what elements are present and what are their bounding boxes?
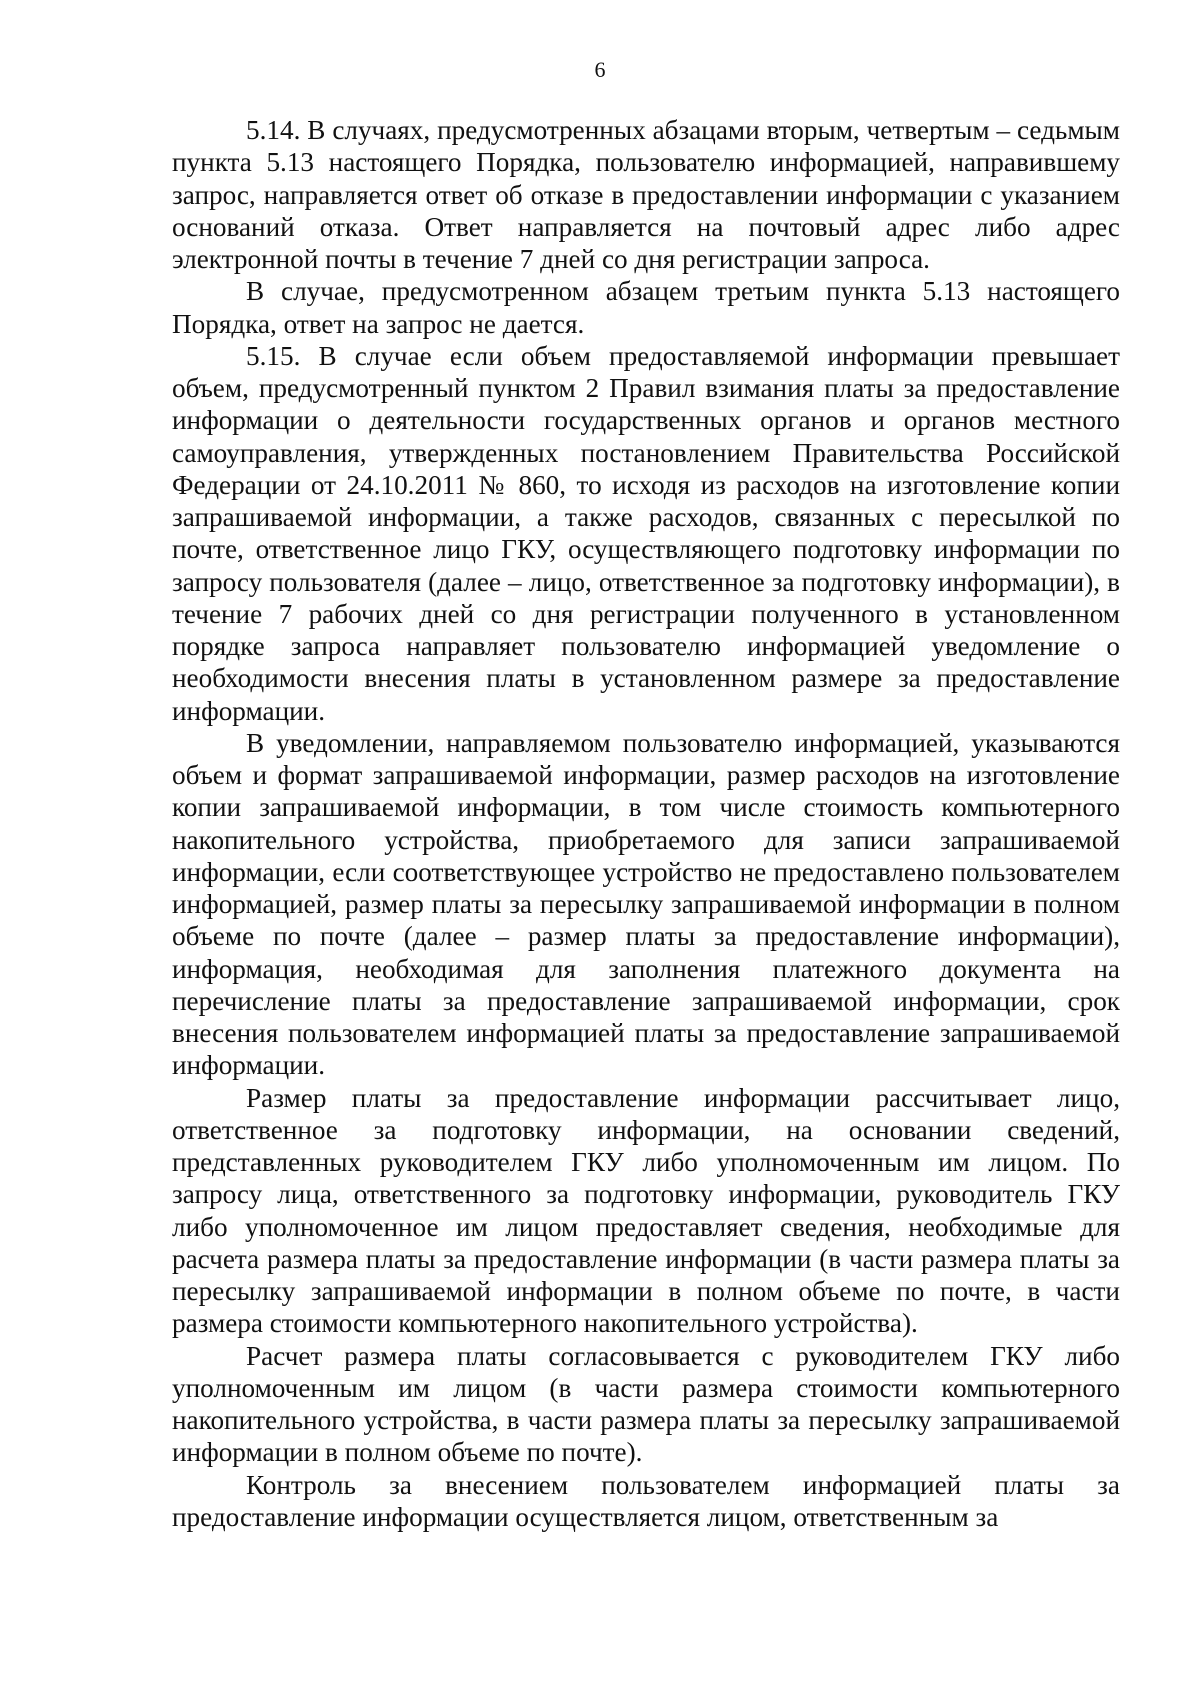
paragraph-5-14: 5.14. В случаях, предусмотренных абзацами вторым, четвертым – седьмым пункта 5.13 настоящего Порядка, пользователю информацией, направившему запрос, направляется ответ об отказе в предоставлении информации с указанием оснований отказа. Ответ направляется на почтовый адрес либо адрес электронной почты в течение 7 дней со дня регистрации запроса. bbox=[172, 115, 1120, 274]
page-number: 6 bbox=[594, 57, 606, 82]
paragraph-payment-control: Контроль за внесением пользователем информацией платы за предоставление информации осуществляется лицом, ответственным за bbox=[172, 1469, 1120, 1532]
document-body bbox=[172, 114, 1120, 1533]
paragraph-5-15: 5.15. В случае если объем предоставляемой информации превышает объем, предусмотренный пунктом 2 Правил взимания платы за предоставление информации о деятельности государственных органов и органов местного самоуправления, утвержденных постановлением Правительства Российской Федерации от 24.10.2011 № 860, то исходя из расходов на изготовление копии запрашиваемой информации, а также расходов, связанных с пересылкой по почте, ответственное лицо ГКУ, осуществляющего подготовку информации по запросу пользователя (далее – лицо, ответственное за подготовку информации), в течение 7 рабочих дней со дня регистрации полученного в установленном порядке запроса направляет пользователю информацией уведомление о необходимости внесения платы в установленном размере за предоставление информации. bbox=[172, 340, 1120, 726]
paragraph-no-answer: В случае, предусмотренном абзацем третьим пункта 5.13 настоящего Порядка, ответ на запрос не дается. bbox=[172, 276, 1120, 339]
paragraph-notification-contents: В уведомлении, направляемом пользователю информацией, указываются объем и формат запрашиваемой информации, размер расходов на изготовление копии запрашиваемой информации, в том числе стоимость компьютерного накопительного устройства, приобретаемого для записи запрашиваемой информации, если соответствующее устройство не предоставлено пользователем информацией, размер платы за пересылку запрашиваемой информации в полном объеме по почте (далее – размер платы за предоставление информации), информация, необходимая для заполнения платежного документа на перечисление платы за предоставление запрашиваемой информации, срок внесения пользователем информацией платы за предоставление запрашиваемой информации. bbox=[172, 727, 1120, 1081]
paragraph-fee-calculation: Размер платы за предоставление информации рассчитывает лицо, ответственное за подготовку информации, на основании сведений, представленных руководителем ГКУ либо уполномоченным им лицом. По запросу лица, ответственного за подготовку информации, руководитель ГКУ либо уполномоченное им лицом предоставляет сведения, необходимые для расчета размера платы за предоставление информации (в части размера платы за пересылку запрашиваемой информации в полном объеме по почте, в части размера стоимости компьютерного накопительного устройства). bbox=[172, 1082, 1120, 1339]
paragraph-fee-approval: Расчет размера платы согласовывается с руководителем ГКУ либо уполномоченным им лицом (в части размера стоимости компьютерного накопительного устройства, в части размера платы за пересылку запрашиваемой информации в полном объеме по почте). bbox=[172, 1340, 1120, 1468]
